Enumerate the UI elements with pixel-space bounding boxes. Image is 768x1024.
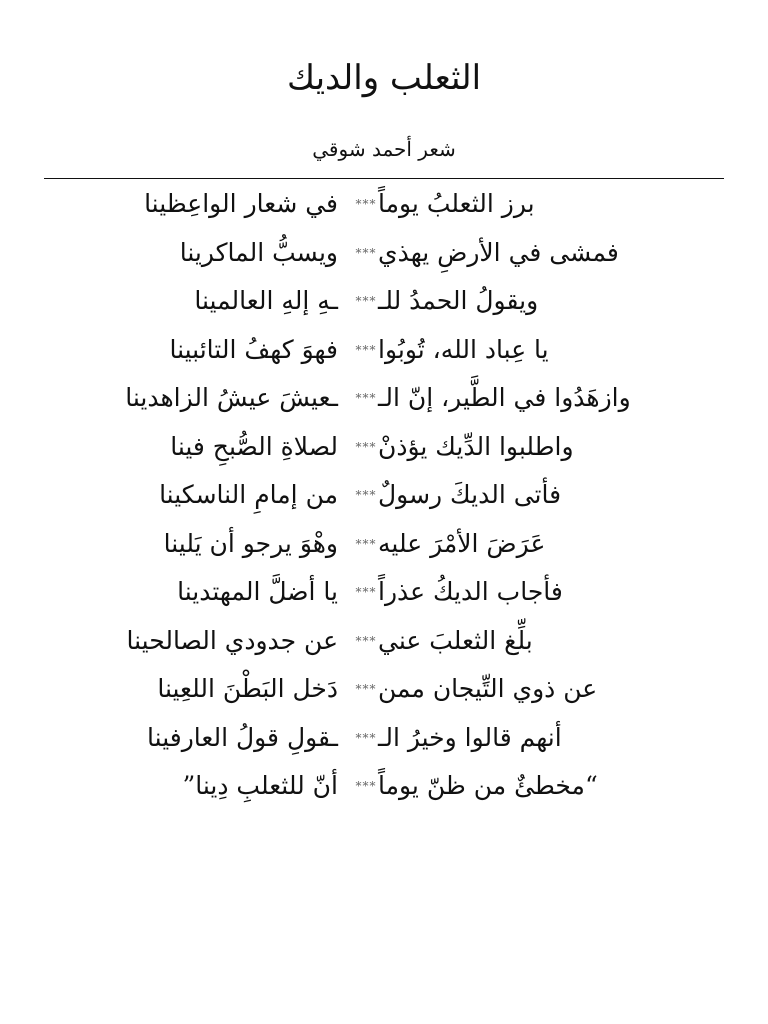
verse-first-hemistich: عَرَضَ الأمْرَ عليه <box>378 528 546 558</box>
title-divider <box>44 178 724 179</box>
verse-first-hemistich: واطلبوا الدِّيك يؤذنْ <box>378 431 574 461</box>
verse <box>0 568 768 617</box>
verse-separator: *** <box>355 294 377 308</box>
poem-title: الثعلب والديك <box>286 58 482 98</box>
verse <box>0 326 768 375</box>
verse-second-hemistich: فهوَ كهفُ التائبينا <box>169 334 338 364</box>
verse-second-hemistich: ويسبُّ الماكرينا <box>179 237 338 267</box>
verse <box>0 471 768 520</box>
verse-separator: *** <box>355 439 377 454</box>
verse-separator: *** <box>355 633 377 648</box>
verse <box>0 229 768 278</box>
verse-second-hemistich: ـعيشَ عيشُ الزاهدينا <box>125 383 338 412</box>
verse-first-hemistich: فمشى في الأرضِ يهذي <box>378 237 619 267</box>
verse-separator: *** <box>355 197 377 211</box>
verse-second-hemistich: من إمامِ الناسكينا <box>159 480 338 509</box>
verse-first-hemistich: بلِّغ الثعلبَ عني <box>378 625 533 655</box>
verse <box>0 762 768 811</box>
verse <box>0 180 768 229</box>
verse <box>0 423 768 472</box>
verse-separator: *** <box>355 536 377 551</box>
poem-body <box>0 180 768 811</box>
verse-first-hemistich: وازهَدُوا في الطَّير، إنّ الـ <box>378 383 631 412</box>
verse-separator: *** <box>355 391 377 405</box>
verse <box>0 374 768 423</box>
verse <box>0 714 768 763</box>
verse-separator: *** <box>355 730 377 745</box>
verse-first-hemistich: أنهم قالوا وخيرُ الـ <box>378 722 562 752</box>
verse-separator: *** <box>355 682 377 696</box>
verse <box>0 520 768 569</box>
verse-second-hemistich: دَخل البَطْنَ اللعِينا <box>157 674 338 703</box>
verse <box>0 617 768 666</box>
verse-first-hemistich: برز الثعلبُ يوماً <box>378 189 535 218</box>
verse-separator: *** <box>355 488 377 502</box>
verse-first-hemistich: فأجاب الديكُ عذراً <box>378 577 563 606</box>
verse-separator: *** <box>355 779 377 793</box>
verse-first-hemistich: عن ذوي التِّيجان ممن <box>378 674 598 703</box>
poem-author: شعر أحمد شوقي <box>312 137 456 161</box>
verse-second-hemistich: ـهِ إلهِ العالمينا <box>194 286 338 315</box>
verse-second-hemistich: لصلاةِ الصُّبحِ فينا <box>170 431 338 461</box>
verse <box>0 277 768 326</box>
verse-separator: *** <box>355 342 377 357</box>
verse-second-hemistich: وهْوَ يرجو أن يَلينا <box>163 528 338 558</box>
verse-second-hemistich: عن جدودي الصالحينا <box>126 625 338 655</box>
verse-separator: *** <box>355 585 377 599</box>
verse-second-hemistich: ـقولِ قولُ العارفينا <box>147 722 338 752</box>
verse-first-hemistich: ويقولُ الحمدُ للـ <box>378 286 539 315</box>
verse-second-hemistich: في شعار الواعِظينا <box>144 189 338 218</box>
verse-separator: *** <box>355 245 377 260</box>
verse <box>0 665 768 714</box>
verse-first-hemistich: “مخطئٌ من ظنّ يوماً <box>378 771 598 800</box>
verse-first-hemistich: يا عِباد الله، تُوبُوا <box>378 334 549 364</box>
verse-second-hemistich: أنّ للثعلبِ دِينا” <box>182 771 338 800</box>
verse-first-hemistich: فأتى الديكَ رسولٌ <box>378 480 562 509</box>
verse-second-hemistich: يا أضلَّ المهتدينا <box>177 577 338 606</box>
